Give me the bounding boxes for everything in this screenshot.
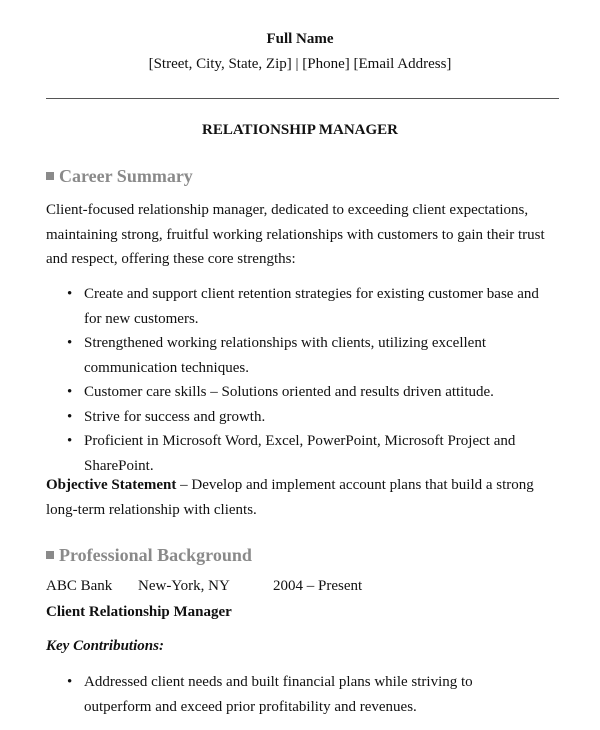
- bullet-dot-icon: •: [67, 384, 73, 400]
- list-item: [62, 380, 542, 405]
- list-item: [62, 670, 542, 719]
- header-divider: [46, 98, 559, 99]
- bullet-dot-icon: •: [67, 286, 73, 302]
- list-item: [62, 405, 542, 430]
- professional-background-heading: [46, 545, 252, 566]
- bullet-dot-icon: •: [67, 674, 73, 690]
- objective-label: Objective Statement: [46, 477, 177, 493]
- list-item: [62, 331, 542, 380]
- list-item-text: Addressed client needs and built financial plans while striving to outperform and exceed prior profitability and revenues.: [84, 674, 473, 715]
- list-item-text: Strive for success and growth.: [84, 408, 266, 425]
- career-summary-intro: Client-focused relationship manager, dedicated to exceeding client expectations, maintaining strong, fruitful working relationships with customers to gain their trust and respect, offering these core strengths:: [46, 202, 545, 267]
- professional-background-heading-text: Professional Background: [59, 545, 252, 565]
- objective-statement: [46, 473, 556, 522]
- contact-line: [Street, City, State, Zip] | [Phone] [Email Address]: [148, 56, 452, 72]
- contributions-list: [62, 670, 542, 719]
- full-name: Full Name: [266, 31, 334, 47]
- position-title: Client Relationship Manager: [46, 604, 232, 620]
- bullet-dot-icon: •: [67, 433, 73, 449]
- key-contributions-label: Key Contributions:: [46, 638, 164, 654]
- career-summary-heading-text: Career Summary: [59, 166, 193, 186]
- strengths-list: [62, 282, 542, 478]
- bullet-dot-icon: •: [67, 408, 73, 425]
- list-item: [62, 282, 542, 331]
- bullet-dot-icon: •: [67, 335, 73, 351]
- job-dates: 2004 – Present: [273, 578, 363, 594]
- list-item-text: Create and support client retention strategies for existing customer base and for new customers.: [84, 286, 539, 327]
- square-bullet-icon: [46, 172, 54, 180]
- list-item-text: Strengthened working relationships with clients, utilizing excellent communication techniques.: [84, 335, 486, 376]
- list-item: [62, 429, 542, 478]
- career-summary-heading: [46, 166, 193, 187]
- job-title: RELATIONSHIP MANAGER: [202, 122, 398, 138]
- square-bullet-icon: [46, 551, 54, 559]
- company-name: ABC Bank: [46, 578, 113, 594]
- list-item-text: Customer care skills – Solutions oriented and results driven attitude.: [84, 384, 494, 400]
- objective-text: – Develop and implement account plans that build a strong long-term relationship with clients.: [46, 477, 534, 518]
- job-location: New-York, NY: [138, 578, 230, 594]
- list-item-text: Proficient in Microsoft Word, Excel, PowerPoint, Microsoft Project and SharePoint.: [84, 433, 516, 474]
